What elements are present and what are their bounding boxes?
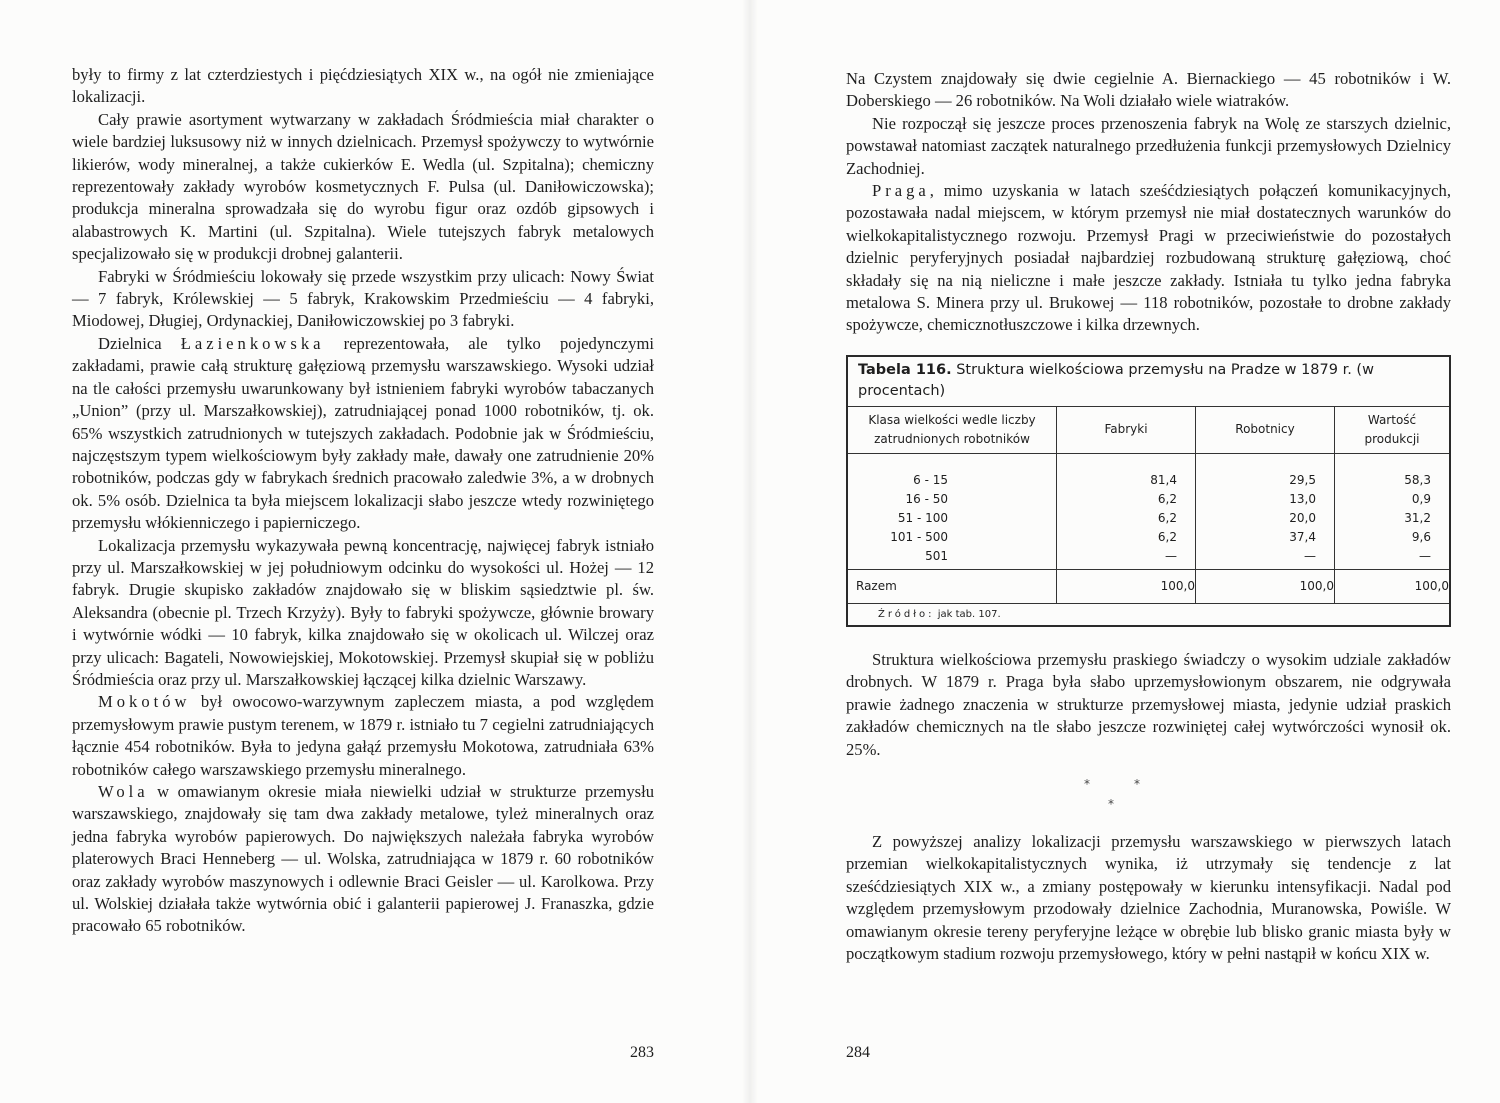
right-page — [750, 0, 1500, 1103]
total-wartosc: 100,0 — [1335, 569, 1450, 603]
paragraph-lead: Dzielnica — [98, 333, 181, 353]
table-116 — [846, 355, 1451, 627]
right-mid-paragraphs — [846, 649, 1451, 761]
table-total-row — [848, 569, 1449, 603]
paragraph-text: Nie rozpoczął się jeszcze proces przenoszenia fabryk na Wolę ze starszych dzielnic, powstawał natomiast zaczątek naturalnego przedłużenia funkcji przemysłowych Dzielnicy Zachodniej. — [846, 113, 1451, 178]
paragraph — [72, 781, 654, 938]
paragraph-text: Z powyższej analizy lokalizacji przemysłu warszawskiego w pierwszych latach przemian wielkokapitalistycznych wynika, iż utrzymały się tendencje z lat sześćdziesiątych XIX w., a zmiany postępowały w kierunku intensyfikacji. Nadal pod względem przemysłowym przodowały dzielnice Zachodnia, Muranowska, Powiśle. W omawianym okresie tereny peryferyjne leżące w obrębie lub blisko granic miasta były w początkowym stadium rozwoju przemysłowego, który w pełni nastąpił w końcu XIX w. — [846, 831, 1451, 963]
paragraph-text: , mimo uzyskania w latach sześćdziesiątych połączeń komunikacyjnych, pozostawała nadal miejscem, w którym przemysł nie miał dostatecznych warunków do wielkokapitalistycznego rozwoju. Przemysł Pragi w przeciwieństwie do pozostałych dzielnic peryferyjnych posiadał najbardziej rozbudowaną strukturę gałęziową, choć składały się na nią nieliczne i małe jeszcze zakłady. Istniała tu tylko jedna fabryka metalowa S. Minera przy ul. Brukowej — 118 robotników, pozostałe to drobne zakłady spożywcze, chemicznotłuszczowe i kilka drzewnych. — [846, 181, 1451, 335]
cell-wartosc: — — [1335, 547, 1450, 570]
table-row — [848, 509, 1449, 528]
paragraph — [72, 266, 654, 333]
separator-star: * — [1134, 776, 1140, 791]
right-page-text — [846, 68, 1451, 965]
header-fabryki: Fabryki — [1057, 406, 1196, 453]
table-header-row — [848, 406, 1449, 453]
paragraph-text: Struktura wielkościowa przemysłu praskiego świadczy o wysokim udziale zakładów drobnych. W 1879 r. Praga była słabo uprzemysłowionym obszarem, nie odgrywała prawie żadnego znaczenia w strukturze przemysłowej miasta, jedynie udział praskich zakładów chemicznych na tle słabo jeszcze rozwiniętej całej wytwórczości wynosił ok. 25%. — [846, 649, 1451, 759]
cell-wartosc: 58,3 — [1335, 453, 1450, 490]
header-robotnicy: Robotnicy — [1196, 406, 1335, 453]
cell-klasa: 501 — [925, 548, 948, 563]
spaced-district-name: Łazienkowska — [180, 333, 325, 353]
right-top-paragraphs — [846, 68, 1451, 337]
paragraph — [72, 333, 654, 535]
separator-star: * — [1084, 776, 1090, 791]
paragraph — [846, 649, 1451, 761]
cell-robotnicy: 13,0 — [1196, 490, 1335, 509]
paragraph-text: Fabryki w Śródmieściu lokowały się przede wszystkim przy ulicach: Nowy Świat — 7 fabryk, Królewskiej — 5 fabryk, Krakowskim Przedmieściu — 4 fabryki, Miodowej, Długiej, Ordynackiej, Daniłowiczowskiej po 3 fabryki. — [72, 266, 654, 331]
spaced-district-name: Praga — [872, 181, 930, 201]
spaced-district-name: Mokotów — [98, 692, 191, 712]
table-row — [848, 547, 1449, 570]
paragraph-text: był owocowo-warzywnym zapleczem miasta, a pod względem przemysłowym prawie pustym terenem, w 1879 r. istniało tu 7 cegielni zatrudniających łącznie 454 robotników. Była to jedyna gałąź przemysłu Mokotowa, zatrudniała 63% robotników całego warszawskiego przemysłu mineralnego. — [72, 692, 654, 779]
table-caption-number: Tabela 116. — [858, 361, 952, 378]
table-row — [848, 453, 1449, 490]
paragraph — [72, 109, 654, 266]
table-source — [848, 604, 1449, 625]
paragraph-text: Lokalizacja przemysłu wykazywała pewną koncentrację, najwięcej fabryk istniało przy ul. Marszałkowskiej w jej południowym odcinku do wysokości ul. Hożej — 12 fabryk. Drugie skupisko zakładów znajdowało się w bliskim sąsiedztwie pl. św. Aleksandra (obecnie pl. Trzech Krzyży). Były to fabryki spożywcze, głównie browary i wytwórnie wódki — 10 fabryk, kilka znajdowało się w okolicach ul. Wilczej oraz przy ulicach: Bagateli, Nowowiejskiej, Mokotowskiej. Przemysł skupiał się w pobliżu Śródmieścia oraz przy ul. Marszałkowskiej łączącej kilka dzielnic Warszawy. — [72, 535, 654, 689]
cell-wartosc: 9,6 — [1335, 528, 1450, 547]
cell-robotnicy: 37,4 — [1196, 528, 1335, 547]
cell-fabryki: 6,2 — [1057, 528, 1196, 547]
cell-fabryki: — — [1057, 547, 1196, 570]
total-label: Razem — [848, 569, 1057, 603]
cell-robotnicy: 20,0 — [1196, 509, 1335, 528]
paragraph — [72, 691, 654, 781]
source-label: Źródło: — [878, 608, 935, 620]
table-caption — [848, 357, 1449, 406]
cell-fabryki: 6,2 — [1057, 509, 1196, 528]
paragraph — [846, 68, 1451, 113]
header-wartosc: Wartość produkcji — [1335, 406, 1450, 453]
paragraph-text: w omawianym okresie miała niewielki udział w strukturze przemysłu warszawskiego, znajdowały się tam dwa zakłady metalowe, tyleż mineralnych oraz jedna fabryka wyrobów papierowych. Do największych należała fabryka wyrobów platerowych Braci Henneberg — ul. Wolska, zatrudniająca w 1879 r. 60 robotników oraz zakłady wyrobów maszynowych i odlewnie Braci Geisler — ul. Karolkowa. Przy ul. Wolskiej działała także wytwórnia obić i galanterii papierowej J. Franaszka, gdzie pracowało 65 robotników. — [72, 782, 654, 936]
cell-klasa: 6 - 15 — [913, 472, 948, 487]
total-robotnicy: 100,0 — [1196, 569, 1335, 603]
cell-wartosc: 31,2 — [1335, 509, 1450, 528]
paragraph — [72, 64, 654, 109]
cell-robotnicy: 29,5 — [1196, 453, 1335, 490]
separator-star: * — [1108, 796, 1114, 811]
cell-klasa: 16 - 50 — [905, 491, 948, 506]
page-number-left: 283 — [630, 1044, 654, 1061]
page-number-right: 284 — [846, 1044, 870, 1061]
table-row — [848, 490, 1449, 509]
cell-fabryki: 81,4 — [1057, 453, 1196, 490]
paragraph-text: reprezentowała, ale tylko pojedynczymi zakładami, prawie całą strukturę gałęziową przemysłu warszawskiego. Wysoki udział na tle całości przemysłu uwarunkowany był istnieniem fabryki wyrobów tabaczanych „Union” (przy ul. Marszałkowskiej), zatrudniającej ponad 1000 robotników, tj. ok. 65% wszystkich zatrudnionych w tutejszych zakładach. Podobnie jak w Śródmieściu, najczęstszym typem wielkościowym były zakłady małe, dawały one zatrudnienie 20% robotników, podczas gdy w fabrykach średnich pracowało zaledwie 3%, a w drobnych ok. 5% osób. Dzielnica ta była miejscem lokalizacji słabo jeszcze wtedy rozwiniętego przemysłu włókienniczego i papierniczego. — [72, 333, 654, 533]
paragraph — [846, 831, 1451, 965]
paragraph — [846, 180, 1451, 337]
paragraph-text: Cały prawie asortyment wytwarzany w zakładach Śródmieścia miał charakter o wiele bardziej luksusowy niż w innych dzielnicach. Przemysł spożywczy to wytwórnie likierów, wody mineralnej, a także cukierków E. Wedla (ul. Szpitalna); chemiczny reprezentowały zakłady wyrobów kosmetycznych F. Pulsa (ul. Daniłowiczowska); produkcja mineralna sprowadzała się do wyrobu figur oraz ozdób gipsowych i alabastrowych K. Martini (ul. Szpitalna). Wiele tutejszych fabryk metalowych specjalizowało się w produkcji drobnej galanterii. — [72, 109, 654, 264]
source-text: jak tab. 107. — [934, 608, 1001, 620]
paragraph-text: były to firmy z lat czterdziestych i pięćdziesiątych XIX w., na ogół nie zmieniające lokalizacji. — [72, 65, 654, 107]
header-klasa: Klasa wielkości wedle liczby zatrudnionych robotników — [848, 406, 1057, 453]
table-caption-title: Struktura wielkościowa przemysłu na Pradze w 1879 r. (w procentach) — [858, 361, 1374, 399]
cell-wartosc: 0,9 — [1335, 490, 1450, 509]
cell-klasa: 51 - 100 — [897, 510, 948, 525]
paragraph-text: Na Czystem znajdowały się dwie cegielnie A. Biernackiego — 45 robotników i W. Doberskiego — 26 robotników. Na Woli działało wiele wiatraków. — [846, 69, 1451, 111]
cell-fabryki: 6,2 — [1057, 490, 1196, 509]
paragraph — [846, 113, 1451, 180]
cell-klasa: 101 - 500 — [890, 529, 948, 544]
spaced-district-name: Wola — [98, 782, 149, 801]
section-separator — [846, 771, 1451, 817]
table-body — [848, 453, 1449, 603]
total-fabryki: 100,0 — [1057, 569, 1196, 603]
data-table — [848, 406, 1449, 604]
table-row — [848, 528, 1449, 547]
cell-robotnicy: — — [1196, 547, 1335, 570]
left-page-text — [72, 64, 654, 938]
paragraph — [72, 535, 654, 692]
right-bottom-paragraphs — [846, 831, 1451, 965]
